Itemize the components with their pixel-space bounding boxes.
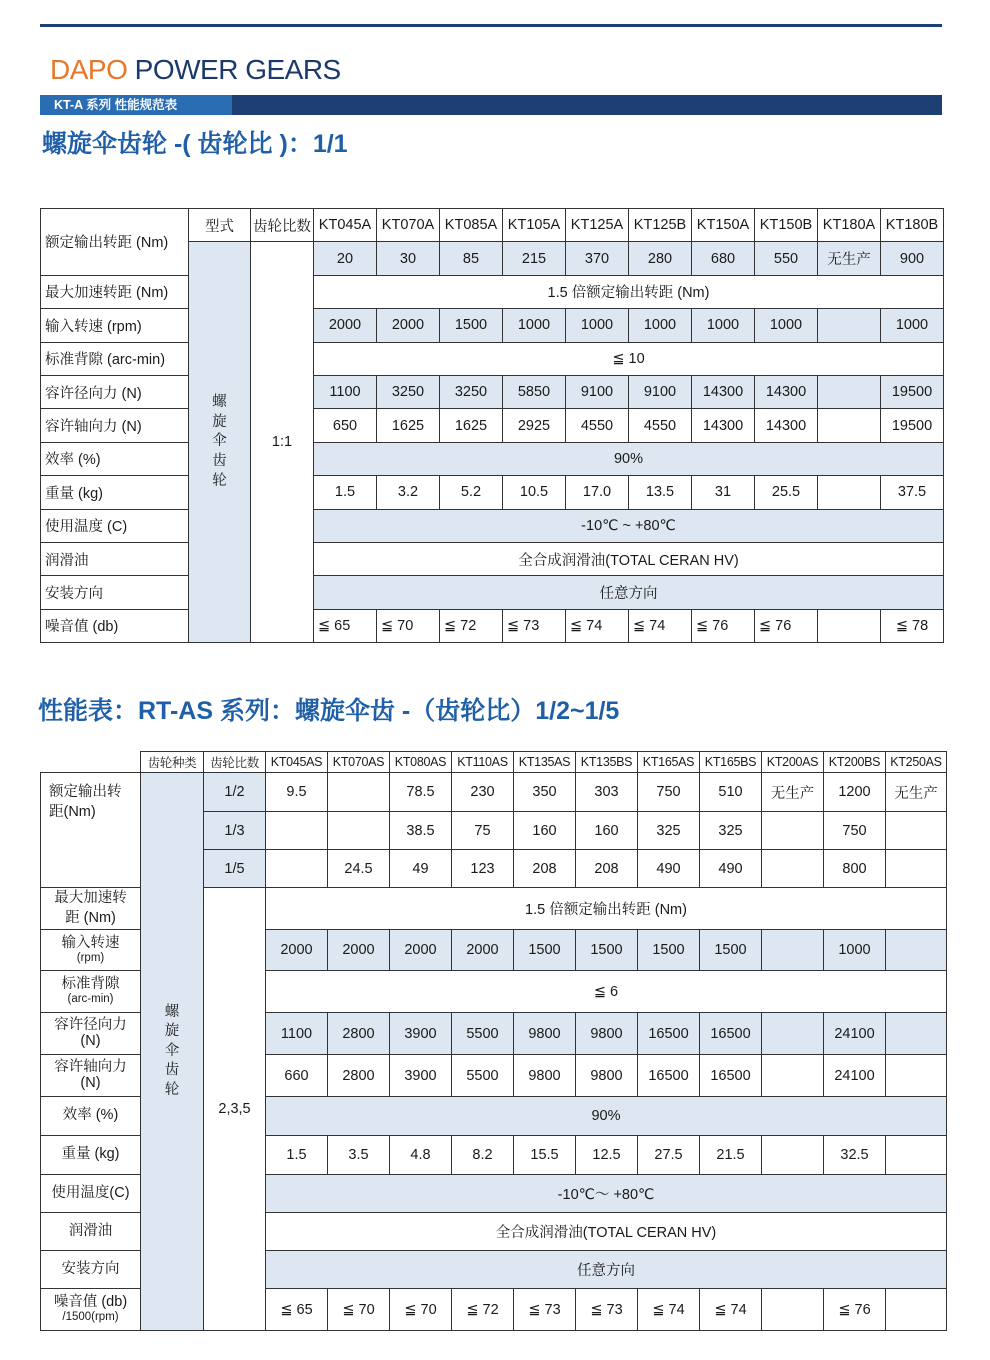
table-cell: 350 bbox=[514, 773, 576, 812]
table-cell: ≦ 70 bbox=[377, 609, 440, 642]
table2-header-row bbox=[41, 752, 947, 773]
table-cell: 85 bbox=[440, 242, 503, 275]
table-cell: ≦ 78 bbox=[881, 609, 944, 642]
table-cell: 25.5 bbox=[755, 476, 818, 509]
model-header: KT135AS bbox=[514, 752, 576, 773]
table-cell: 490 bbox=[638, 850, 700, 888]
row-label: 重量 (kg) bbox=[41, 476, 189, 509]
table-cell: 8.2 bbox=[452, 1136, 514, 1175]
table-cell bbox=[886, 1289, 947, 1331]
table-cell: 9800 bbox=[514, 1013, 576, 1055]
ratio-cell: 1/5 bbox=[204, 850, 266, 888]
radial-force-row bbox=[41, 375, 944, 408]
table-cell: 21.5 bbox=[700, 1136, 762, 1175]
table-cell bbox=[886, 812, 947, 850]
merged-value: -10℃ ~ +80℃ bbox=[314, 509, 944, 542]
model-header: KT085A bbox=[440, 209, 503, 242]
model-header: KT110AS bbox=[452, 752, 514, 773]
mounting-row bbox=[41, 576, 944, 609]
ratio-header: 齿轮比数 bbox=[204, 752, 266, 773]
table-cell: 650 bbox=[314, 409, 377, 442]
model-header: KT165BS bbox=[700, 752, 762, 773]
model-header: KT250AS bbox=[886, 752, 947, 773]
axial-force-row bbox=[41, 409, 944, 442]
row-label: 安装方向 bbox=[41, 576, 189, 609]
merged-value: -10℃～ +80℃ bbox=[266, 1175, 947, 1213]
ratio-cell: 2,3,5 bbox=[204, 888, 266, 1331]
table-cell: 9800 bbox=[576, 1055, 638, 1097]
table-cell bbox=[886, 1136, 947, 1175]
table-cell: 550 bbox=[755, 242, 818, 275]
rated-torque-label: 额定输出转距 (Nm) bbox=[41, 209, 189, 276]
table-cell: ≦ 65 bbox=[314, 609, 377, 642]
table-cell: 900 bbox=[881, 242, 944, 275]
row-label: 效率 (%) bbox=[41, 442, 189, 475]
row-label bbox=[41, 1289, 141, 1331]
table-cell: 15.5 bbox=[514, 1136, 576, 1175]
row-label: 噪音值 (db) bbox=[41, 609, 189, 642]
row-label: 使用温度(C) bbox=[41, 1175, 141, 1213]
table-cell: 3900 bbox=[390, 1013, 452, 1055]
model-header: KT200AS bbox=[762, 752, 824, 773]
table-cell: 2000 bbox=[452, 930, 514, 971]
table-cell: 2000 bbox=[314, 309, 377, 342]
table-cell: 9100 bbox=[629, 375, 692, 408]
model-header: KT180A bbox=[818, 209, 881, 242]
table-cell bbox=[886, 1055, 947, 1097]
table-cell: 280 bbox=[629, 242, 692, 275]
table-cell: 78.5 bbox=[390, 773, 452, 812]
table-cell: 30 bbox=[377, 242, 440, 275]
table-cell bbox=[886, 1013, 947, 1055]
table-cell: 5850 bbox=[503, 375, 566, 408]
model-header: KT045A bbox=[314, 209, 377, 242]
table-cell: 660 bbox=[266, 1055, 328, 1097]
table-cell: 5.2 bbox=[440, 476, 503, 509]
table-cell bbox=[762, 1013, 824, 1055]
table-cell: ≦ 76 bbox=[824, 1289, 886, 1331]
table-cell: 无生产 bbox=[818, 242, 881, 275]
table-cell bbox=[818, 409, 881, 442]
table-cell: ≦ 74 bbox=[566, 609, 629, 642]
table-cell: 123 bbox=[452, 850, 514, 888]
merged-value: ≦ 6 bbox=[266, 971, 947, 1013]
table-cell: ≦ 73 bbox=[576, 1289, 638, 1331]
row-label: 容许径向力 (N) bbox=[41, 375, 189, 408]
table-cell: 1200 bbox=[824, 773, 886, 812]
row-label-unit: (rpm) bbox=[76, 951, 105, 964]
row-label-unit: /1500(rpm) bbox=[62, 1311, 119, 1324]
model-header: KT180B bbox=[881, 209, 944, 242]
table-cell: 5500 bbox=[452, 1013, 514, 1055]
row-label: 最大加速转距 (Nm) bbox=[41, 275, 189, 308]
ratio-cell: 1/2 bbox=[204, 773, 266, 812]
row-label bbox=[41, 888, 141, 930]
table-cell: 3250 bbox=[440, 375, 503, 408]
type-header: 型式 bbox=[189, 209, 251, 242]
rated-torque-text: 额定输出转距(Nm) bbox=[49, 784, 122, 820]
table-cell bbox=[762, 812, 824, 850]
table-cell: 10.5 bbox=[503, 476, 566, 509]
merged-value: 90% bbox=[314, 442, 944, 475]
table-cell: 49 bbox=[390, 850, 452, 888]
table-cell: 无生产 bbox=[886, 773, 947, 812]
row-label bbox=[41, 1055, 141, 1097]
table-cell: 3.5 bbox=[328, 1136, 390, 1175]
table-cell: 1.5 bbox=[314, 476, 377, 509]
table-cell: 14300 bbox=[692, 375, 755, 408]
lubricant-row bbox=[41, 542, 944, 575]
table-cell: 230 bbox=[452, 773, 514, 812]
table-cell: 3900 bbox=[390, 1055, 452, 1097]
table-cell: 2000 bbox=[377, 309, 440, 342]
table-cell: 160 bbox=[576, 812, 638, 850]
merged-value: 90% bbox=[266, 1097, 947, 1136]
row-label-unit: (N) bbox=[80, 1074, 101, 1091]
table-cell: 无生产 bbox=[762, 773, 824, 812]
table-cell: 1000 bbox=[755, 309, 818, 342]
table-cell: 2000 bbox=[390, 930, 452, 971]
table-cell: 14300 bbox=[755, 409, 818, 442]
table-cell: 800 bbox=[824, 850, 886, 888]
table-cell: 9800 bbox=[514, 1055, 576, 1097]
table-cell: 208 bbox=[514, 850, 576, 888]
table-cell bbox=[886, 930, 947, 971]
table-cell bbox=[266, 850, 328, 888]
table-cell: ≦ 73 bbox=[514, 1289, 576, 1331]
table-cell bbox=[762, 1055, 824, 1097]
kt-a-spec-table bbox=[40, 208, 944, 643]
merged-value: 全合成润滑油(TOTAL CERAN HV) bbox=[314, 542, 944, 575]
table-cell: 1000 bbox=[503, 309, 566, 342]
table-cell: 1500 bbox=[576, 930, 638, 971]
table-cell: 370 bbox=[566, 242, 629, 275]
row-label: 重量 (kg) bbox=[41, 1136, 141, 1175]
table-cell: ≦ 65 bbox=[266, 1289, 328, 1331]
table-cell: 1.5 bbox=[266, 1136, 328, 1175]
table2-title: 性能表：RT-AS 系列：螺旋伞齿 -（齿轮比）1/2~1/5 bbox=[38, 697, 620, 725]
table-cell: 1625 bbox=[377, 409, 440, 442]
table-cell: 510 bbox=[700, 773, 762, 812]
table-cell: 1100 bbox=[266, 1013, 328, 1055]
table-cell: 9100 bbox=[566, 375, 629, 408]
table-cell: 1500 bbox=[440, 309, 503, 342]
table-cell: 19500 bbox=[881, 375, 944, 408]
table-cell: ≦ 74 bbox=[638, 1289, 700, 1331]
model-header: KT070A bbox=[377, 209, 440, 242]
table-cell: 303 bbox=[576, 773, 638, 812]
top-rule bbox=[40, 24, 942, 27]
row-label: 容许轴向力 (N) bbox=[41, 409, 189, 442]
table-cell: 27.5 bbox=[638, 1136, 700, 1175]
table-cell bbox=[328, 812, 390, 850]
row-label: 润滑油 bbox=[41, 1213, 141, 1251]
series-tag: KT-A 系列 性能规范表 bbox=[40, 95, 232, 115]
table-cell: 1500 bbox=[638, 930, 700, 971]
noise-row bbox=[41, 609, 944, 642]
table-cell bbox=[762, 1136, 824, 1175]
model-header: KT045AS bbox=[266, 752, 328, 773]
table-cell: 2000 bbox=[266, 930, 328, 971]
table-cell: 75 bbox=[452, 812, 514, 850]
table-cell: 1000 bbox=[566, 309, 629, 342]
table-cell bbox=[818, 609, 881, 642]
table-cell bbox=[886, 850, 947, 888]
table-cell: 490 bbox=[700, 850, 762, 888]
backlash-row bbox=[41, 342, 944, 375]
table-cell: 3250 bbox=[377, 375, 440, 408]
table-cell: 2800 bbox=[328, 1055, 390, 1097]
model-header: KT135BS bbox=[576, 752, 638, 773]
ratio-header: 齿轮比数 bbox=[251, 209, 314, 242]
table-cell bbox=[818, 476, 881, 509]
model-header: KT070AS bbox=[328, 752, 390, 773]
row-label: 效率 (%) bbox=[41, 1097, 141, 1136]
table-cell: ≦ 76 bbox=[755, 609, 818, 642]
table-cell: 680 bbox=[692, 242, 755, 275]
max-torque-row bbox=[41, 275, 944, 308]
table-cell: 1500 bbox=[514, 930, 576, 971]
table-cell: 1625 bbox=[440, 409, 503, 442]
ratio-cell: 1/3 bbox=[204, 812, 266, 850]
table-cell: 160 bbox=[514, 812, 576, 850]
table-cell: ≦ 72 bbox=[452, 1289, 514, 1331]
row-label-text: 噪音值 (db) bbox=[53, 1294, 128, 1311]
table-cell: 2925 bbox=[503, 409, 566, 442]
corner-cell bbox=[41, 752, 141, 773]
efficiency-row bbox=[41, 442, 944, 475]
table-cell: 16500 bbox=[638, 1055, 700, 1097]
row-label: 润滑油 bbox=[41, 542, 189, 575]
gear-type-text: 螺旋伞齿轮 bbox=[212, 394, 227, 489]
table-cell: 4.8 bbox=[390, 1136, 452, 1175]
table-cell bbox=[818, 309, 881, 342]
model-header: KT150B bbox=[755, 209, 818, 242]
table-cell: 13.5 bbox=[629, 476, 692, 509]
table-cell: 14300 bbox=[692, 409, 755, 442]
brand-logo: DAPO POWER GEARS bbox=[50, 54, 341, 85]
table-cell bbox=[762, 1289, 824, 1331]
table-cell: ≦ 76 bbox=[692, 609, 755, 642]
table-cell: 1500 bbox=[700, 930, 762, 971]
table-cell: 37.5 bbox=[881, 476, 944, 509]
table-cell: 17.0 bbox=[566, 476, 629, 509]
table-cell: 1000 bbox=[881, 309, 944, 342]
table-cell: 12.5 bbox=[576, 1136, 638, 1175]
row-label-unit: (N) bbox=[80, 1032, 101, 1049]
merged-value: ≦ 10 bbox=[314, 342, 944, 375]
table-cell: ≦ 70 bbox=[390, 1289, 452, 1331]
table-cell: 325 bbox=[700, 812, 762, 850]
gear-type-header: 齿轮种类 bbox=[141, 752, 204, 773]
table-cell: ≦ 74 bbox=[629, 609, 692, 642]
table-cell: 9.5 bbox=[266, 773, 328, 812]
gear-type-cell bbox=[141, 773, 204, 1331]
model-header: KT105A bbox=[503, 209, 566, 242]
table-cell: 24.5 bbox=[328, 850, 390, 888]
rated-ratio-row bbox=[41, 773, 947, 812]
table-cell: 1000 bbox=[692, 309, 755, 342]
input-speed-row bbox=[41, 309, 944, 342]
rated-torque-label bbox=[41, 773, 141, 888]
table-cell: 1000 bbox=[824, 930, 886, 971]
table-cell: 750 bbox=[638, 773, 700, 812]
table-cell: 31 bbox=[692, 476, 755, 509]
row-label-text: 标准背隙 bbox=[61, 976, 120, 993]
table1-title: 螺旋伞齿轮 -( 齿轮比 )：1/1 bbox=[42, 130, 348, 158]
table-cell: 208 bbox=[576, 850, 638, 888]
table-cell: 4550 bbox=[629, 409, 692, 442]
table-cell bbox=[762, 850, 824, 888]
table-cell: 16500 bbox=[638, 1013, 700, 1055]
table-cell: 38.5 bbox=[390, 812, 452, 850]
model-header: KT125B bbox=[629, 209, 692, 242]
table-cell: ≦ 74 bbox=[700, 1289, 762, 1331]
table-cell: 2800 bbox=[328, 1013, 390, 1055]
model-header: KT200BS bbox=[824, 752, 886, 773]
row-label-text: 最大加速转距 (Nm) bbox=[54, 889, 127, 926]
row-label-text: 容许轴向力 bbox=[54, 1058, 127, 1075]
table-cell: 16500 bbox=[700, 1013, 762, 1055]
merged-value: 全合成润滑油(TOTAL CERAN HV) bbox=[266, 1213, 947, 1251]
table-cell: 325 bbox=[638, 812, 700, 850]
table-cell: 19500 bbox=[881, 409, 944, 442]
table-cell: 14300 bbox=[755, 375, 818, 408]
table-cell: 5500 bbox=[452, 1055, 514, 1097]
merged-value: 任意方向 bbox=[314, 576, 944, 609]
row-label: 安装方向 bbox=[41, 1251, 141, 1289]
row-label bbox=[41, 930, 141, 971]
merged-value: 1.5 倍额定输出转距 (Nm) bbox=[266, 888, 947, 930]
table-cell bbox=[266, 812, 328, 850]
table-cell: 24100 bbox=[824, 1013, 886, 1055]
table-cell: 9800 bbox=[576, 1013, 638, 1055]
table-cell: ≦ 70 bbox=[328, 1289, 390, 1331]
ratio-cell: 1:1 bbox=[251, 242, 314, 643]
table-cell: 1100 bbox=[314, 375, 377, 408]
weight-row bbox=[41, 476, 944, 509]
table-cell bbox=[762, 930, 824, 971]
table-cell: 1000 bbox=[629, 309, 692, 342]
table-cell: 2000 bbox=[328, 930, 390, 971]
row-label-text: 容许径向力 bbox=[54, 1016, 127, 1033]
rt-as-spec-table bbox=[40, 751, 947, 1331]
table-cell bbox=[818, 375, 881, 408]
row-label: 输入转速 (rpm) bbox=[41, 309, 189, 342]
model-header: KT080AS bbox=[390, 752, 452, 773]
table-cell: 4550 bbox=[566, 409, 629, 442]
table1-header-row bbox=[41, 209, 944, 242]
row-label: 标准背隙 (arc-min) bbox=[41, 342, 189, 375]
table-cell: 215 bbox=[503, 242, 566, 275]
table-cell: 3.2 bbox=[377, 476, 440, 509]
row-label-unit: (arc-min) bbox=[67, 993, 114, 1006]
table-cell bbox=[328, 773, 390, 812]
merged-value: 任意方向 bbox=[266, 1251, 947, 1289]
table-cell: ≦ 72 bbox=[440, 609, 503, 642]
model-header: KT165AS bbox=[638, 752, 700, 773]
row-label bbox=[41, 1013, 141, 1055]
row-label bbox=[41, 971, 141, 1013]
temperature-row bbox=[41, 509, 944, 542]
table-cell: 32.5 bbox=[824, 1136, 886, 1175]
gear-type-cell bbox=[189, 242, 251, 643]
gear-type-text: 螺旋伞齿轮 bbox=[164, 1003, 180, 1098]
table-cell: 16500 bbox=[700, 1055, 762, 1097]
model-header: KT150A bbox=[692, 209, 755, 242]
merged-value: 1.5 倍额定输出转距 (Nm) bbox=[314, 275, 944, 308]
table-cell: ≦ 73 bbox=[503, 609, 566, 642]
table-cell: 750 bbox=[824, 812, 886, 850]
row-label: 使用温度 (C) bbox=[41, 509, 189, 542]
table-cell: 20 bbox=[314, 242, 377, 275]
row-label-text: 输入转速 bbox=[61, 934, 120, 951]
table-cell: 24100 bbox=[824, 1055, 886, 1097]
model-header: KT125A bbox=[566, 209, 629, 242]
